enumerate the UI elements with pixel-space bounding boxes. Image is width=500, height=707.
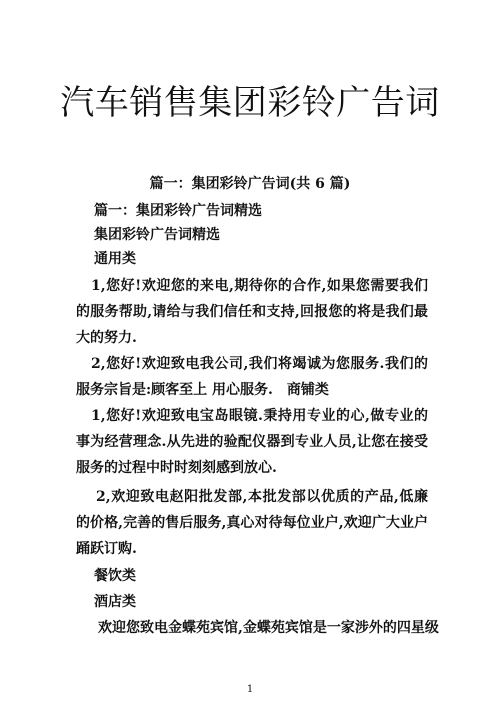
paragraph-2: 2,您好!欢迎致电我公司,我们将竭诚为您服务.我们的服务宗旨是:顾客至上 用心服务. 商铺类: [76, 356, 428, 398]
section-heading: 篇一：集团彩铃广告词精选: [94, 203, 262, 219]
paragraph-3: 1,您好!欢迎致电宝岛眼镜.秉持用专业的心,做专业的事为经营理念.从先进的验配仪器到专业人员,让您在接受服务的过程中时时刻刻感到放心.: [76, 408, 428, 476]
page-number: 1: [246, 684, 254, 695]
category-hotel: 酒店类: [94, 594, 136, 610]
sub-heading: 集团彩铃广告词精选: [94, 227, 220, 243]
paragraph-4: 2,欢迎致电赵阳批发部,本批发部以优质的产品,低廉的价格,完善的售后服务,真心对待每位业户,欢迎广大业户踊跃订购.: [76, 489, 428, 557]
category-catering: 餐饮类: [94, 568, 136, 584]
paragraph-5: 欢迎您致电金蝶苑宾馆,金蝶苑宾馆是一家涉外的四星级: [98, 620, 439, 636]
document-subtitle: 篇一：集团彩铃广告词(共 6 篇): [149, 176, 351, 192]
paragraph-1: 1,您好!欢迎您的来电,期待你的合作,如果您需要我们的服务帮助,请给与我们信任和支持,回报您的将是我们最大的努力.: [76, 278, 428, 346]
document-title: 汽车销售集团彩铃广告词: [60, 83, 440, 123]
category-general: 通用类: [94, 251, 136, 267]
